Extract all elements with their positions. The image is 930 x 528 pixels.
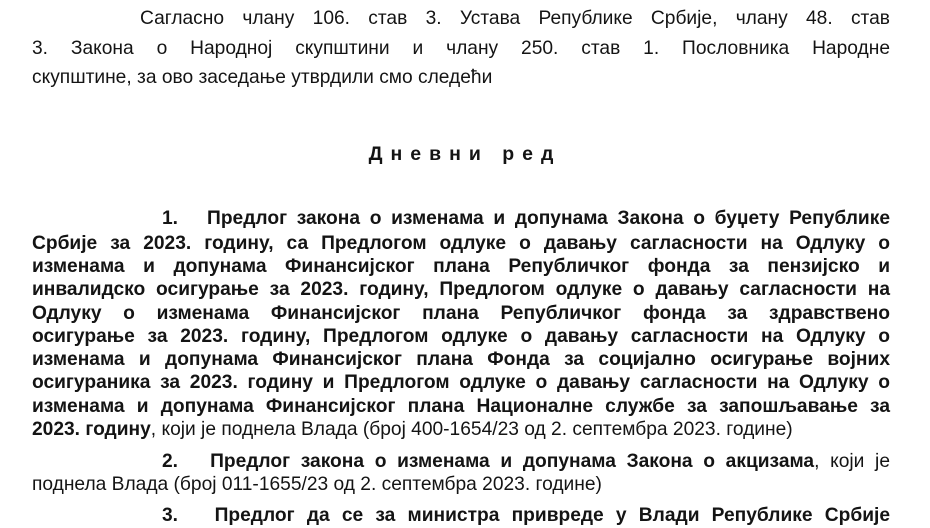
item-1-number: 1.	[162, 208, 179, 229]
item-1-line-5: Одлуку о изменама Финансијског плана Републичког фонда за здравствено	[32, 303, 890, 324]
item-2-line-1	[162, 449, 890, 474]
item-1-last-regular: , који је поднела Влада (број 400-1654/23 од 2. септембра 2023. године)	[150, 419, 793, 440]
item-1-line-2: Србије за 2023. годину, са Предлогом одлуке о давању сагласности на Одлуку о	[32, 233, 890, 254]
item-2-line-2: поднела Влада (број 011-1655/23 од 2. септембра 2023. године)	[32, 474, 602, 495]
preamble-line-1: Сагласно члану 106. став 3. Устава Републике Србије, члану 48. став	[140, 8, 890, 29]
item-1-line-6: осигурање за 2023. годину, Предлогом одлуке о давању сагласности на Одлуку о	[32, 326, 890, 347]
item-1-line-3: изменама и допунама Финансијског плана Републичког фонда за пензијско и	[32, 256, 890, 277]
item-1-line-4: инвалидско осигурање за 2023. годину, Предлогом одлуке о давању сагласности на	[32, 279, 890, 300]
item-1-last-bold: 2023. годину	[32, 419, 151, 440]
item-1-line-10	[32, 417, 890, 442]
preamble-line-3: скупштине, за ово заседање утврдили смо следећи	[32, 67, 493, 88]
preamble-line-2: 3. Закона о Народној скупштини и члану 250. став 1. Пословника Народне	[32, 38, 890, 59]
item-2-number: 2.	[162, 451, 179, 472]
item-3-text: Предлог да се за министра привреде у Влади Републике Србије	[214, 505, 890, 526]
item-1-line-1	[162, 206, 890, 231]
agenda-title: Дневни ред	[368, 143, 562, 165]
item-2-title: Предлог закона о изменама и допунама Закона о акцизама	[210, 451, 815, 472]
item-2-text-regular: , који је	[814, 451, 890, 472]
item-1-line-9: изменама и допунама Финансијског плана Националне службе за запошљавање за	[32, 396, 890, 417]
item-3-line-1	[162, 503, 890, 528]
item-3-number: 3.	[162, 505, 179, 526]
item-1-text-1: Предлог закона о изменама и допунама Закона о буџету Републике	[207, 208, 890, 229]
item-1-line-7: изменама и допунама Финансијског плана Фонда за социјално осигурање војних	[32, 349, 890, 370]
item-1-line-8: осигураника за 2023. годину и Предлогом одлуке о давању сагласности на Одлуку о	[32, 372, 890, 393]
